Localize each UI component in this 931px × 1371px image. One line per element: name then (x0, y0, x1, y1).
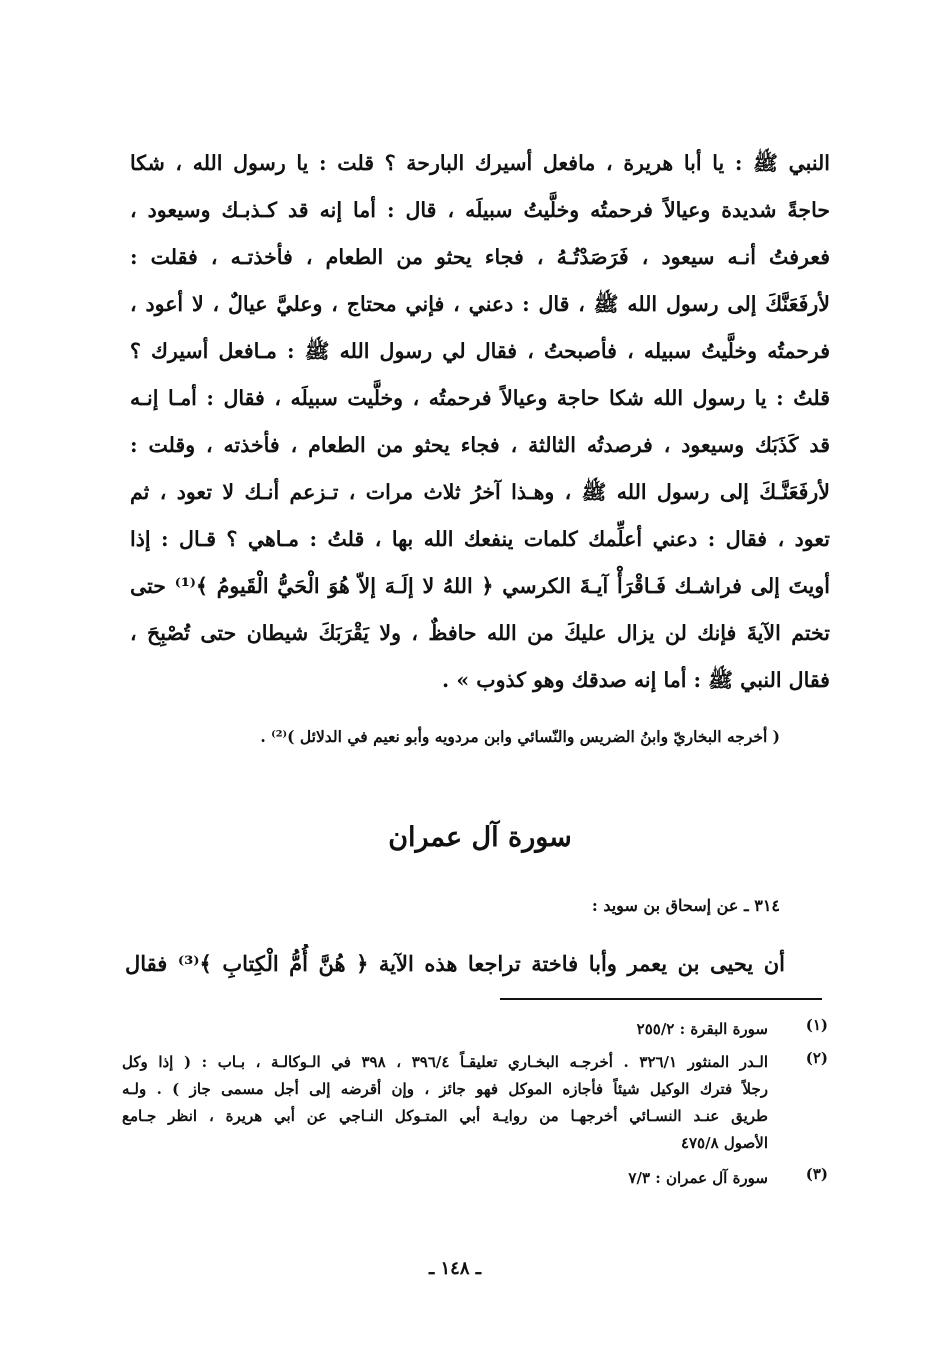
footnote (122, 1049, 828, 1157)
footnote-divider (500, 998, 822, 1000)
hadith-text-line: أن يحيى بن يعمر وأبا فاختة تراجعا هذه الآية ﴿ هُنَّ أُمُّ الْكِتابِ ﴾⁽³⁾ فقال (125, 951, 785, 976)
hadith-heading: ٣١٤ ـ عن إسحاق بن سويد : (591, 896, 780, 915)
text-line: لأرفَعَنَّـكَ إلى رسول الله ﷺ ، وهـذا آخرُ ثلاث مرات ، تـزعم أنـك لا تعود ، ثم (130, 480, 830, 504)
footnote-line: رجلاً فترك الوكيل شيئاً فأجازه الموكل فهو جائز ، وإن أقرضه إلى أجل مسمى جاز ) . ولـه (122, 1080, 768, 1098)
footnote-text (122, 1165, 768, 1192)
text-line: قلتُ : يا رسول الله شكا حاجة وعيالاً فرحمتُه ، وخلَّيت سبيلَه ، فقال : أمـا إنـه (130, 386, 830, 410)
text-line: تختم الآيةَ فإنك لن يزال عليكَ من الله حافظٌ ، ولا يَقْرَبَكَ شيطان حتى تُصْبِحَ ، (130, 621, 830, 645)
section-title: سورة آل عمران (388, 822, 572, 853)
footnote-text (122, 1016, 768, 1043)
text-line: فقال النبي ﷺ : أما إنه صدقك وهو كذوب » . (442, 668, 830, 692)
footnote-number: (٣) (805, 1165, 828, 1183)
text-line: لأرفَعَنَّكَ إلى رسول الله ﷺ ، قال : دعني ، فإني محتاج ، وعليَّ عيالٌ ، لا أعود ، (130, 292, 830, 316)
text-line: فعرفتُ أنـه سيعود ، فَرَصَدْتُـهُ ، فجاء يحثو من الطعام ، فأخذتـه ، فقلت : (130, 245, 830, 269)
text-line: فرحمتُه وخلَّيتُ سبيله ، فأصبحتُ ، فقال لي رسول الله ﷺ : مـافعل أسيرك ؟ (130, 339, 830, 363)
footnote (122, 1165, 828, 1192)
footnote (122, 1016, 828, 1043)
page-number: ـ ١٤٨ ـ (428, 1258, 482, 1279)
hadith-source-note: ( أخرجه البخاريّ وابنُ الضريس والنّسائي وابن مردويه وأبو نعيم في الدلائل )⁽²⁾ . (260, 727, 780, 746)
footnote-line: طريق عنـد النسـائي أخرجهـا من روايـة أبي المتـوكل النـاجي عن أبي هريرة ، انظر جـامع (122, 1107, 768, 1125)
footnote-number: (١) (805, 1016, 828, 1034)
footnote-line: سورة آل عمران : ٧/٣ (628, 1169, 768, 1187)
text-line: حاجةً شديدة وعيالاً فرحمتُه وخلَّيتُ سبيلَه ، قال : أما إنه قد كـذبـك وسيعود ، (130, 198, 830, 222)
footnotes (122, 1016, 828, 1192)
text-line: النبي ﷺ : يا أبا هريرة ، مافعل أسيرك البارحة ؟ قلت : يا رسول الله ، شكا (130, 151, 830, 175)
footnote-line: سورة البقرة : ٢٥٥/٢ (636, 1020, 768, 1038)
main-text (130, 140, 830, 704)
footnote-line: الـدر المنثور ٣٢٦/١ . أخرجـه البخـاري تعليقـاً ٣٩٦/٤ ، ٣٩٨ في الـوكالـة ، بـاب : ( إذا وكل (122, 1053, 768, 1071)
footnote-text (122, 1049, 768, 1157)
text-line: أويتَ إلى فراشـك فَـاقْرَأْ آيـةَ الكرسي ﴿ اللهُ لا إلَـهَ إلاّ هُوَ الْحَيُّ الْقَيومُ ﴾⁽¹⁾ حتى (130, 574, 830, 598)
footnote-line: الأصول ٤٧٥/٨ (680, 1134, 768, 1152)
footnote-number: (٢) (805, 1049, 828, 1067)
text-line: تعود ، فقال : دعني أعلِّمك كلمات ينفعك الله بها ، قلتُ : مـاهي ؟ قـال : إذا (130, 527, 830, 551)
text-line: قد كَذَبَك وسيعود ، فرصدتُه الثالثة ، فجاء يحثو من الطعام ، فأخذته ، وقلت : (130, 433, 830, 457)
